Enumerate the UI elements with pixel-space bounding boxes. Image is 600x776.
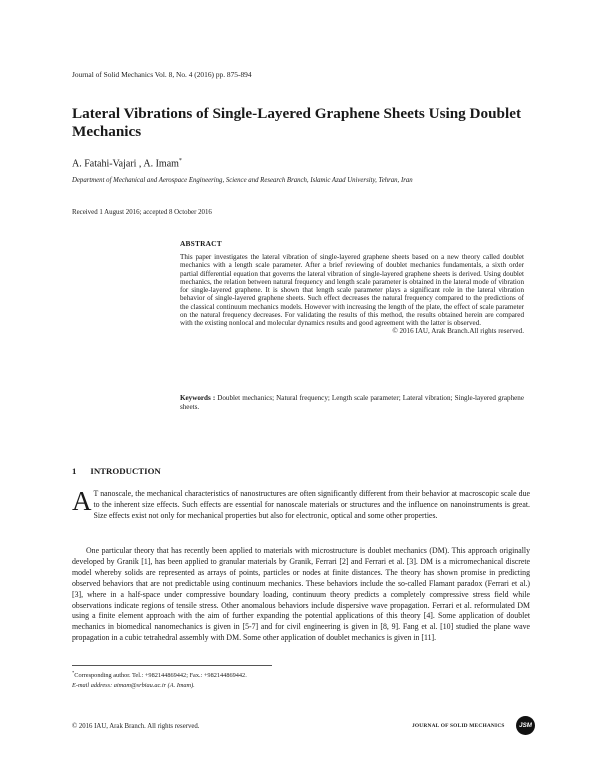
footer-copyright: © 2016 IAU, Arak Branch. All rights reserved. xyxy=(72,723,200,730)
section-title: INTRODUCTION xyxy=(90,466,161,476)
jsm-logo-icon: JSM xyxy=(516,716,535,735)
drop-cap: A xyxy=(72,486,92,516)
intro-paragraph-1-text: T nanoscale, the mechanical characteristics of nanostructures are often significantly different from their behavior at macroscopic scale due to the inherent size effects. Such effects are essential for nanoscale materials or structures and the influence on nanoinstruments is great. Size effects exist not only for mechanical properties but also for electronic, optical and some other properties. xyxy=(93,489,530,520)
footnote-divider xyxy=(72,665,272,666)
received-dates: Received 1 August 2016; accepted 8 October 2016 xyxy=(72,209,212,216)
footnote xyxy=(72,668,247,691)
footnote-mark: * xyxy=(72,670,75,675)
corresponding-author-mark: * xyxy=(178,158,182,164)
abstract-heading: ABSTRACT xyxy=(180,239,222,248)
intro-paragraph-2: One particular theory that has recently been applied to materials with microstructure is doublet mechanics (DM). This approach originally developed by Granik [1], has been applied to granular materials by Granik, Ferrari [2] and Ferrari et al. [3]. DM is a micromechanical discrete model whereby solids are represented as arrays of points, particles or nodes at finite distances. The theory has shown promise in predicting observed behaviors that are not predictable using continuum mechanics. These behaviors include the so-called Flamant paradox (Ferrari et al.) [3], where in a half-space under compressive boundary loading, continuum theory predicts a completely compressive stress field while observations indicate regions of tensile stress. Other anomalous behaviors include dispersive wave propagation. Ferrari et al. reformulated DM using a finite element approach with the aim of further expanding the potential applications of this theory [4]. Some application of doublet mechanics in biomedical nanomechanics is given in [5-7] and for civil engineering is given in [8, 9]. Fang et al. [10] studied the plane wave propagation in a cubic tetrahedral assembly with DM. Some other application of doublet mechanics is given in [11]. xyxy=(72,546,530,643)
footnote-email: E-mail address: aimam@srbiau.ac.ir (A. Imam). xyxy=(72,682,195,690)
section-heading-introduction xyxy=(72,466,161,476)
keywords xyxy=(180,394,524,412)
author-names: A. Fatahi-Vajari , A. Imam xyxy=(72,158,179,170)
intro-paragraph-1 xyxy=(72,486,530,522)
abstract-copyright: © 2016 IAU, Arak Branch.All rights reserved. xyxy=(392,327,524,336)
keywords-label: Keywords : xyxy=(180,394,216,402)
abstract-text: This paper investigates the lateral vibration of single-layered graphene sheets based on a new theory called doublet mechanics with a length scale parameter. After a brief reviewing of doublet mechanics fundamentals, a sixth order partial differential equation that governs the lateral vibration of single-layered graphene sheets is derived. Using doublet mechanics, the relation between natural frequency and length scale parameter is obtained in the lateral mode of vibration for single-layered graphene. It is shown that length scale parameter plays a significant role in the lateral vibration behavior of single-layered graphene sheets. Such effect decreases the natural frequency compared to the predictions of the classical continuum mechanics models. However with increasing the length of the plate, the effect of scale parameter on the natural frequency decreases. For validating the results of this method, the results obtained herein are compared with the existing nonlocal and molecular dynamics results and good agreement with the latter is observed. xyxy=(180,253,524,327)
author-list xyxy=(72,158,182,169)
journal-citation: Journal of Solid Mechanics Vol. 8, No. 4 (2016) pp. 875-894 xyxy=(72,70,252,79)
abstract-body xyxy=(180,253,524,336)
section-number: 1 xyxy=(72,466,77,476)
footnote-corresponding xyxy=(72,668,247,681)
journal-logo-text: JOURNAL OF SOLID MECHANICS xyxy=(412,723,505,729)
footnote-corresponding-text: Corresponding author. Tel.: +982144869442; Fax.: +982144869442. xyxy=(74,672,247,680)
author-affiliation: Department of Mechanical and Aerospace Engineering, Science and Research Branch, Islamic Azad University, Tehran, Iran xyxy=(72,177,413,184)
keywords-text: Doublet mechanics; Natural frequency; Length scale parameter; Lateral vibration; Single-layered graphene sheets. xyxy=(180,394,524,412)
paper-title: Lateral Vibrations of Single-Layered Graphene Sheets Using Doublet Mechanics xyxy=(72,105,522,140)
journal-logo xyxy=(412,716,534,736)
